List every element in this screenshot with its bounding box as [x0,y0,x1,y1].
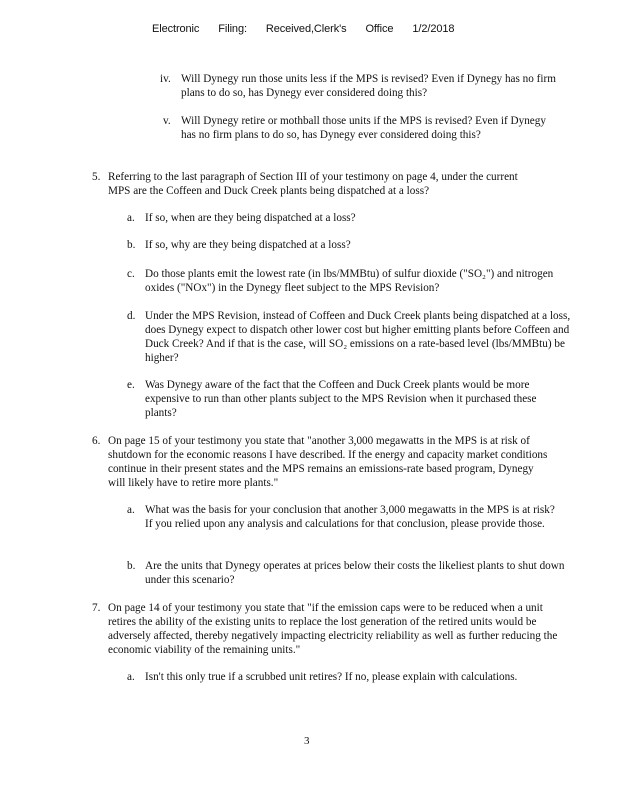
subitem-text-5e: Was Dynegy aware of the fact that the Coffeen and Duck Creek plants would be more expensive to run than other plants subject to the MPS Revision when it purchased these plants? [145,379,537,419]
subitem-text-5a: If so, when are they being dispatched at a loss? [145,212,356,224]
subitem-marker-7a: a. [127,671,135,683]
subitem-marker-5a: a. [127,212,135,224]
header-electronic: Electronic [152,23,200,35]
subitem-text-5d: Under the MPS Revision, instead of Coffeen and Duck Creek plants being dispatched at a loss, does Dynegy expect to dispatch other lower cost but higher emitting plants before Coffeen and Duck Creek? And if that is the case, will SO₂ emissions on a rate-based level (lbs/MMBtu) be higher? [145,310,571,364]
question-marker-5: 5. [92,171,101,183]
header-received: Received,Clerk's [265,23,347,35]
subitem-text-6b: Are the units that Dynegy operates at prices below their costs the likeliest plants to shut down under this scenario? [145,560,565,586]
question-text-6: On page 15 of your testimony you state that "another 3,000 megawatts in the MPS is at risk of shutdown for the economic reasons I have described. If the energy and capacity market conditions continue in their present states and the MPS remains an emissions-rate based program, Dynegy will likely have to retire more plants." [108,435,548,489]
question-marker-7: 7. [92,602,101,614]
item-marker-iv: iv. [160,73,171,85]
subitem-marker-6b: b. [127,560,136,572]
subitem-text-5c: Do those plants emit the lowest rate (in lbs/MMBtu) of sulfur dioxide ("SO₂") and nitrogen oxides ("NOx") in the Dynegy fleet subject to the MPS Revision? [145,268,554,294]
subitem-text-7a: Isn't this only true if a scrubbed unit retires? If no, please explain with calculations. [145,671,518,683]
header-office: Office [365,23,394,35]
page-number: 3 [304,735,310,747]
subitem-marker-5d: d. [127,310,136,322]
subitem-text-6a: What was the basis for your conclusion that another 3,000 megawatts in the MPS is at risk? If you relied upon any analysis and calculations for that conclusion, please provide those. [145,504,555,530]
subitem-marker-5e: e. [127,379,135,391]
filing-stamp-header [152,22,470,36]
header-date: 1/2/2018 [412,23,455,35]
subitem-marker-5c: c. [127,268,135,280]
question-text-7: On page 14 of your testimony you state that "if the emission caps were to be reduced when a unit retires the ability of the existing units to replace the lost generation of the retired units would be adversely affected, thereby negatively impacting electricity reliability as well as further reducing the economic viability of the remaining units." [108,602,558,656]
subitem-marker-6a: a. [127,504,135,516]
item-text-iv: Will Dynegy run those units less if the MPS is revised? Even if Dynegy has no firm plans to do so, has Dynegy ever considered doing this? [181,73,556,99]
header-filing: Filing: [218,23,247,35]
question-marker-6: 6. [92,435,101,447]
item-text-v: Will Dynegy retire or mothball those units if the MPS is revised? Even if Dynegy has no firm plans to do so, has Dynegy ever considered doing this? [181,115,546,141]
question-text-5: Referring to the last paragraph of Section III of your testimony on page 4, under the current MPS are the Coffeen and Duck Creek plants being dispatched at a loss? [108,171,518,197]
subitem-marker-5b: b. [127,239,136,251]
subitem-text-5b: If so, why are they being dispatched at a loss? [145,239,351,251]
item-marker-v: v. [163,115,171,127]
